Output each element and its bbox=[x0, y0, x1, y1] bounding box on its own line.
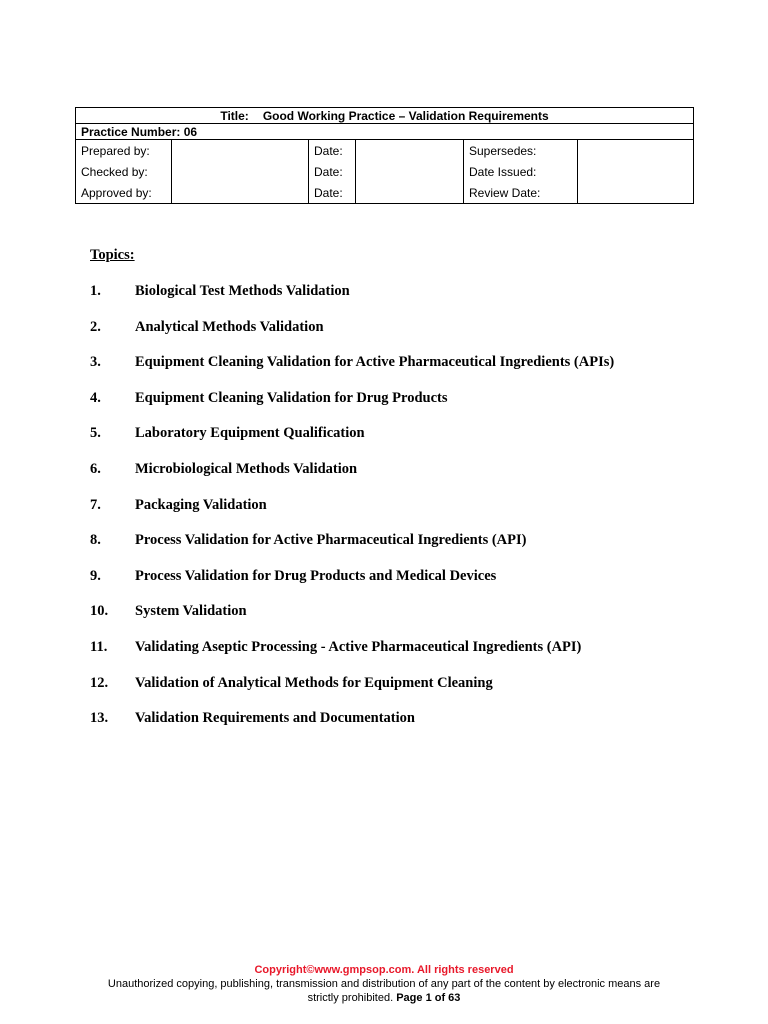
topic-number: 13. bbox=[90, 710, 109, 727]
usage-notice-end bbox=[0, 991, 768, 1005]
topic-number: 9. bbox=[90, 567, 101, 584]
checked-by-label: Checked by: bbox=[76, 161, 172, 182]
topic-number: 8. bbox=[90, 532, 101, 549]
topic-number: 12. bbox=[90, 674, 109, 691]
topic-title: Equipment Cleaning Validation for Active Pharmaceutical Ingredients (APIs) bbox=[135, 354, 615, 371]
topic-item bbox=[90, 318, 730, 354]
approved-by-value bbox=[172, 182, 309, 204]
topic-number: 4. bbox=[90, 389, 101, 406]
page-footer bbox=[0, 963, 768, 1005]
approved-date-value bbox=[356, 182, 464, 204]
topic-number: 3. bbox=[90, 354, 101, 371]
topic-item bbox=[90, 353, 730, 389]
topic-item bbox=[90, 602, 730, 638]
topic-title: Validation Requirements and Documentation bbox=[135, 710, 415, 727]
document-title-cell bbox=[76, 108, 694, 124]
prepared-row bbox=[76, 140, 694, 162]
supersedes-label: Supersedes: bbox=[464, 140, 578, 162]
checked-by-value bbox=[172, 161, 309, 182]
topic-number: 1. bbox=[90, 283, 101, 299]
topic-title: Process Validation for Drug Products and Medical Devices bbox=[135, 567, 497, 584]
usage-notice: Unauthorized copying, publishing, transmission and distribution of any part of the content by electronic means are bbox=[107, 978, 661, 990]
topic-title: Packaging Validation bbox=[135, 496, 267, 513]
topic-list bbox=[90, 282, 730, 745]
supersedes-value bbox=[578, 140, 694, 162]
topic-number: 10. bbox=[90, 603, 109, 620]
title-label: Title: bbox=[220, 108, 249, 123]
date-issued-value bbox=[578, 161, 694, 182]
topic-number: 11. bbox=[90, 638, 108, 655]
approved-by-label: Approved by: bbox=[76, 182, 172, 204]
practice-number: Practice Number: 06 bbox=[76, 124, 694, 140]
topic-item bbox=[90, 638, 730, 674]
approved-date-label: Date: bbox=[309, 182, 356, 204]
topic-item bbox=[90, 496, 730, 532]
approved-row bbox=[76, 182, 694, 204]
document-title: Good Working Practice – Validation Requirements bbox=[262, 108, 549, 123]
prepared-date-label: Date: bbox=[309, 140, 356, 162]
topic-title: Analytical Methods Validation bbox=[135, 318, 324, 335]
topics-section bbox=[90, 246, 730, 745]
topic-item bbox=[90, 567, 730, 603]
review-date-label: Review Date: bbox=[464, 182, 578, 204]
prepared-by-label: Prepared by: bbox=[76, 140, 172, 162]
topic-title: Biological Test Methods Validation bbox=[135, 283, 350, 299]
topic-number: 6. bbox=[90, 460, 101, 477]
topic-item bbox=[90, 282, 730, 318]
checked-date-label: Date: bbox=[309, 161, 356, 182]
checked-date-value bbox=[356, 161, 464, 182]
usage-notice-tail: strictly prohibited. bbox=[307, 992, 394, 1004]
topic-title: Laboratory Equipment Qualification bbox=[135, 425, 365, 442]
topic-number: 5. bbox=[90, 425, 101, 442]
topic-item bbox=[90, 460, 730, 496]
topic-item bbox=[90, 709, 730, 745]
topic-title: Equipment Cleaning Validation for Drug Products bbox=[135, 389, 448, 406]
topic-number: 2. bbox=[90, 318, 101, 335]
topic-item bbox=[90, 389, 730, 425]
topic-number: 7. bbox=[90, 496, 101, 513]
topic-title: Validation of Analytical Methods for Equipment Cleaning bbox=[135, 674, 493, 691]
topic-item bbox=[90, 674, 730, 710]
topic-title: Validating Aseptic Processing - Active Pharmaceutical Ingredients (API) bbox=[135, 638, 582, 655]
checked-row bbox=[76, 161, 694, 182]
copyright-notice: Copyright©www.gmpsop.com. All rights reserved bbox=[254, 964, 514, 976]
document-header-table bbox=[75, 107, 694, 204]
prepared-by-value bbox=[172, 140, 309, 162]
topic-title: Microbiological Methods Validation bbox=[135, 460, 358, 477]
page-number: Page 1 of 63 bbox=[396, 992, 461, 1004]
date-issued-label: Date Issued: bbox=[464, 161, 578, 182]
topic-title: System Validation bbox=[135, 603, 247, 620]
topic-item bbox=[90, 531, 730, 567]
review-date-value bbox=[578, 182, 694, 204]
prepared-date-value bbox=[356, 140, 464, 162]
topic-item bbox=[90, 424, 730, 460]
topic-title: Process Validation for Active Pharmaceutical Ingredients (API) bbox=[135, 532, 527, 549]
topics-heading: Topics: bbox=[90, 247, 135, 263]
